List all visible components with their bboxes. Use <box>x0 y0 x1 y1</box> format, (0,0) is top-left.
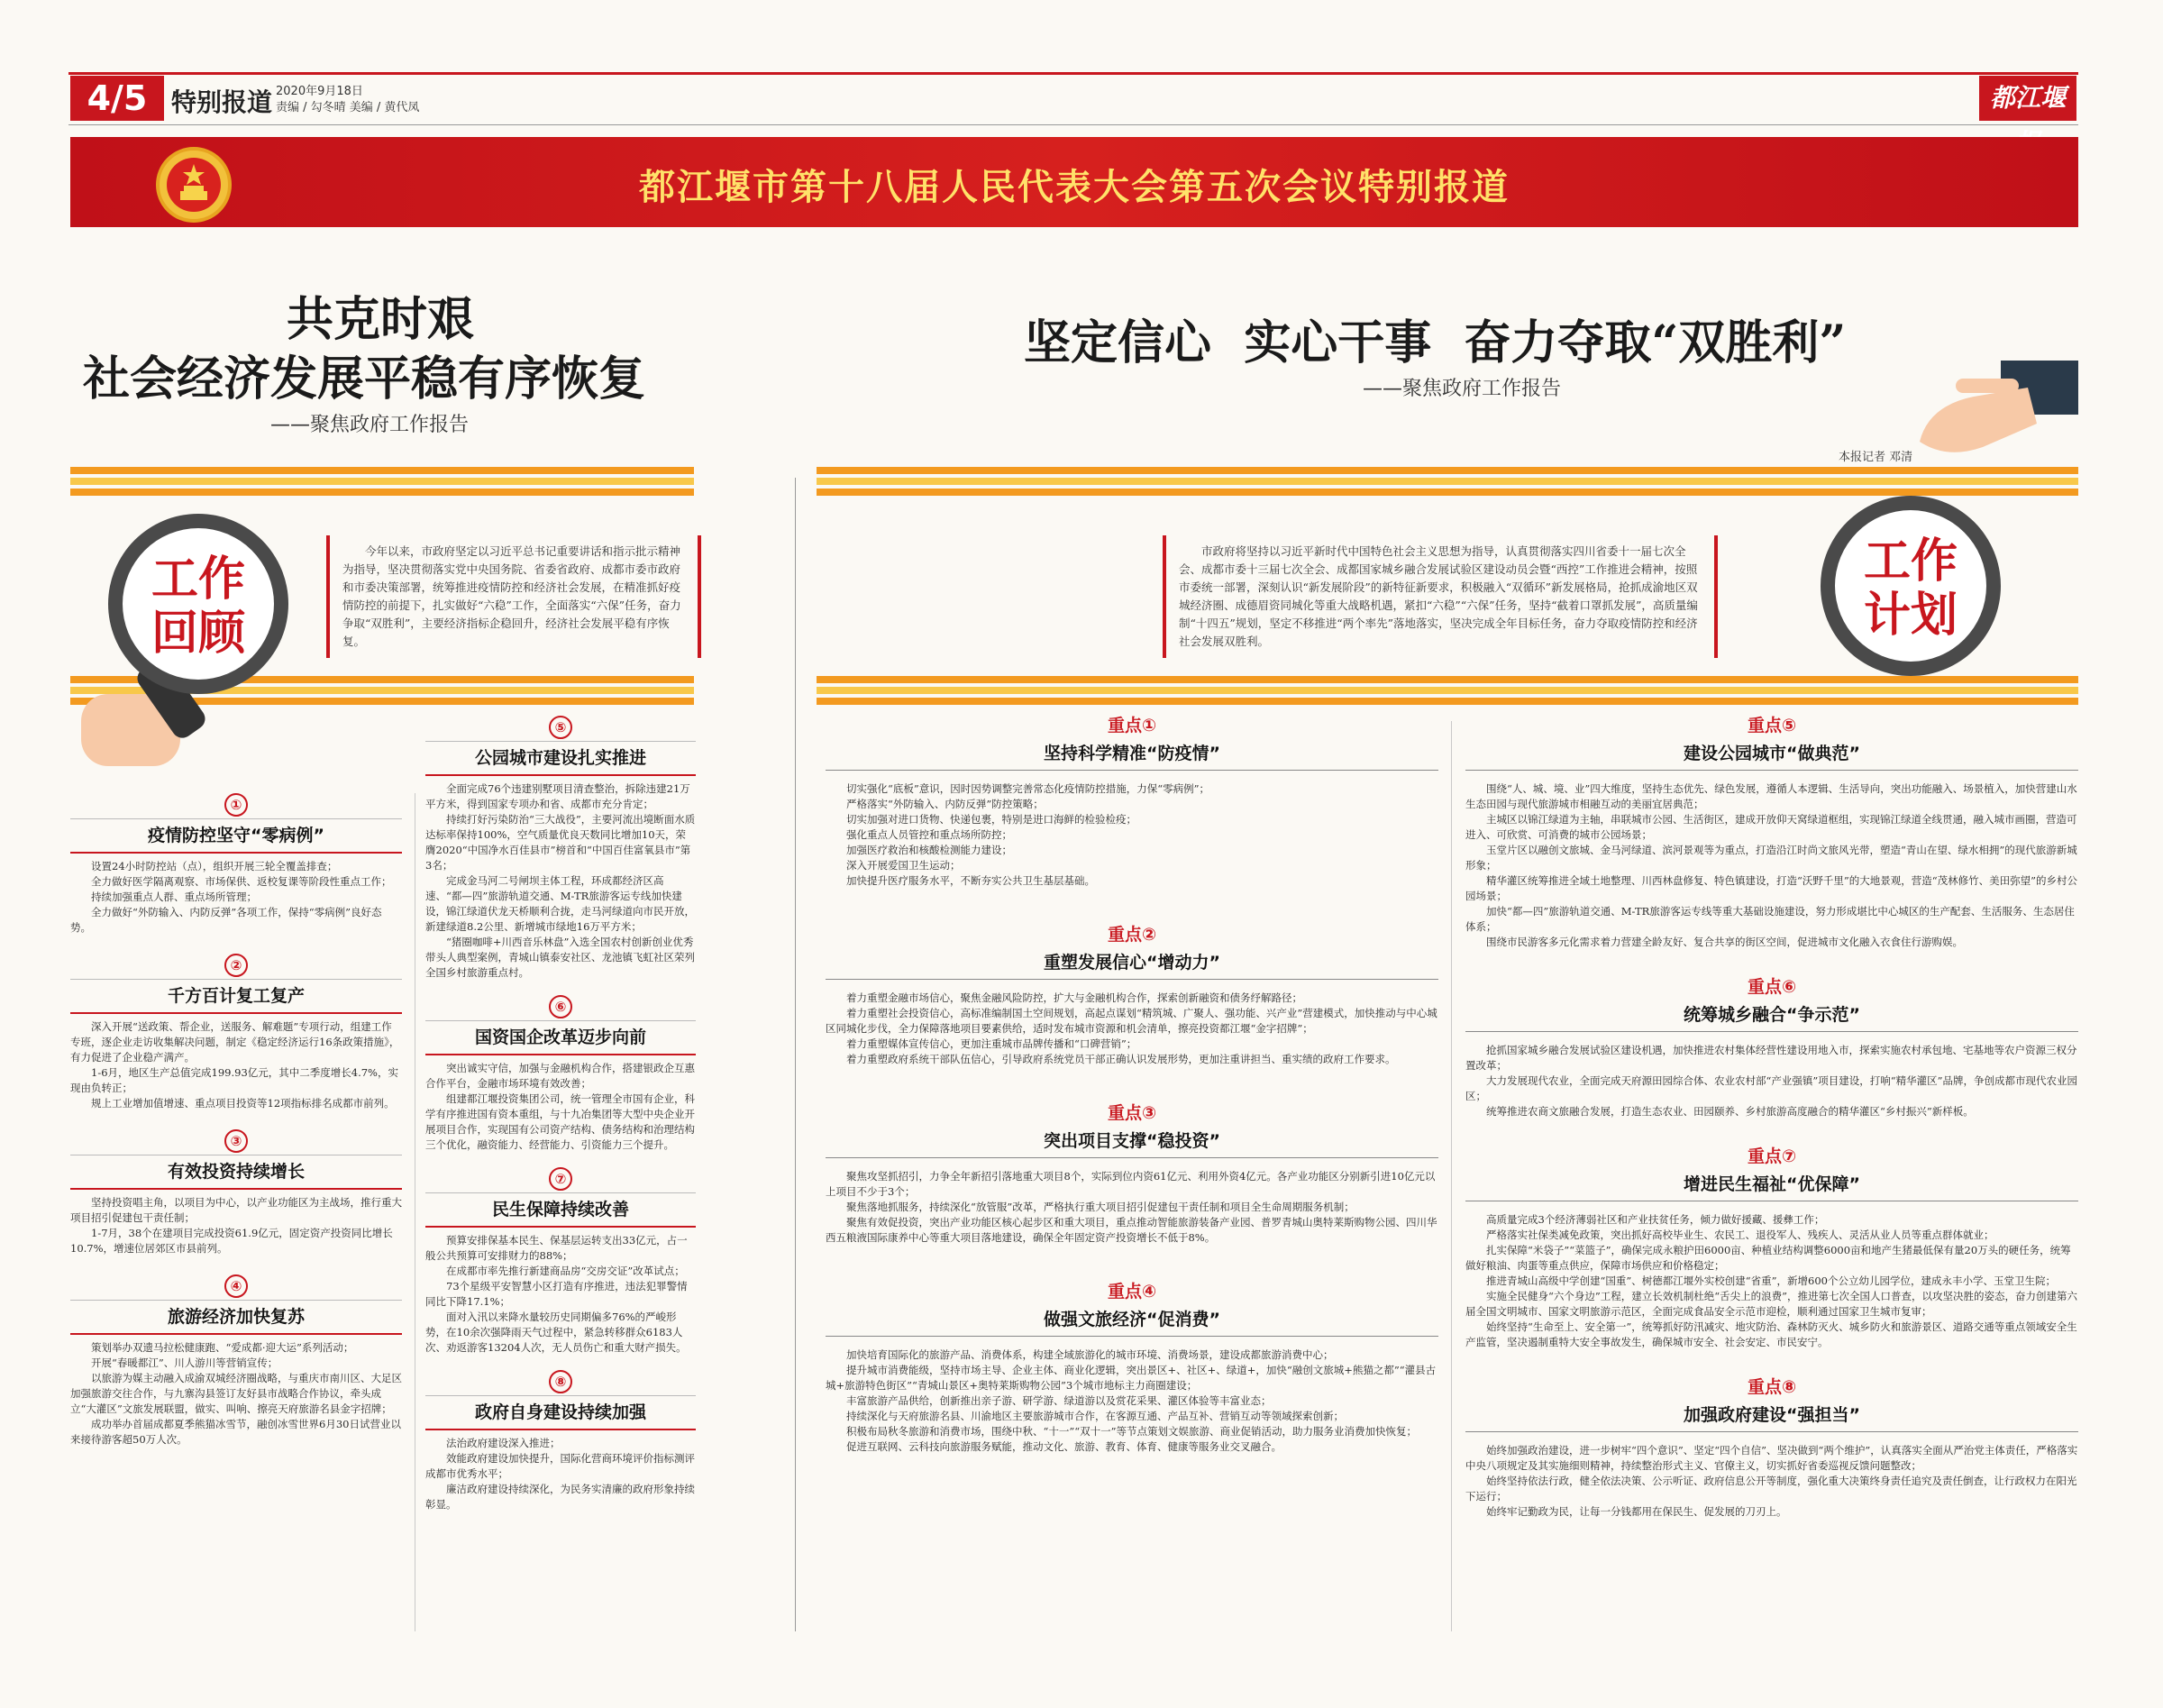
section-paragraph: 全力做好“外防输入、内防反弹”各项工作，保持“零病例”良好态势。 <box>70 906 382 934</box>
badge-left-line2: 回顾 <box>151 607 246 661</box>
section-paragraph: 强化重点人员管控和重点场所防控； <box>846 828 1012 841</box>
review-section-3 <box>70 1129 402 1256</box>
section-number: ⑤ <box>549 716 572 739</box>
right-intro-box <box>1163 535 1718 658</box>
section-paragraph: 着力重塑金融市场信心，聚焦金融风险防控，扩大与金融机构合作，探索创新融资和债务纾解路径； <box>846 991 1302 1004</box>
column-divider <box>1451 721 1452 1631</box>
key-point-title: 加强政府建设“强担当” <box>1465 1402 2078 1432</box>
section-title: 千方百计复工复产 <box>70 982 402 1014</box>
plan-section-6 <box>1465 973 2078 1119</box>
plan-section-8 <box>1465 1374 2078 1520</box>
key-point-tag: 重点④ <box>1107 1282 1157 1302</box>
section-paragraph: 坚持投资唱主角，以项目为中心，以产业功能区为主战场，推行重大项目招引促建包干责任制； <box>70 1196 402 1224</box>
section-paragraph: 持续打好污染防治“三大战役”，主要河流出境断面水质达标率保持100%，空气质量优良天数同比增加10天，荣膺2020“中国净水百佳县市”榜首和“中国百佳富氧县市”第3名； <box>425 813 696 872</box>
right-headline: 坚定信心 实心干事 奋力夺取“双胜利” <box>1024 315 1847 370</box>
left-intro-box <box>326 535 701 658</box>
masthead-bottom-rule <box>68 124 2078 125</box>
plan-section-5 <box>1465 712 2078 950</box>
section-paragraph: 深入开展“送政策、帮企业，送服务、解难题”专项行动，组建工作专班，逐企业走访收集解决问题，制定《稳定经济运行16条政策措施》，有力促进了企业稳产满产。 <box>70 1020 400 1064</box>
section-paragraph: 着力重塑政府系统干部队伍信心，引导政府系统党员干部正确认识发展形势，更加注重讲担当、重实绩的政府工作要求。 <box>846 1053 1396 1065</box>
section-paragraph: 着力重塑媒体宣传信心，更加注重城市品牌传播和“口碑营销”； <box>846 1037 1137 1050</box>
special-report-banner <box>70 137 2078 227</box>
section-paragraph: 围绕“人、城、境、业”四大维度，坚持生态优先、绿色发展，遵循人本逻辑、生活导向，突出功能融入、场景植入，加快营建山水生态田园与现代旅游城市相融互动的美丽宜居典范； <box>1465 782 2077 810</box>
right-column-b <box>1465 712 2078 1520</box>
review-section-6 <box>425 995 696 1153</box>
plan-section-3 <box>826 1100 1438 1246</box>
section-paragraph: 切实强化“底板”意识，因时因势调整完善常态化疫情防控措施，力保“零病例”； <box>846 782 1210 795</box>
section-paragraph: 成功举办首届成都夏季熊猫冰雪节，融创冰雪世界6月30日试营业以来接待游客超50万人次。 <box>70 1418 401 1446</box>
section-paragraph: 深入开展爱国卫生运动； <box>846 859 961 872</box>
review-section-2 <box>70 954 402 1111</box>
left-decor-stripe-top <box>70 467 694 499</box>
section-number: ③ <box>224 1129 248 1153</box>
masthead-top-rule <box>68 72 2078 75</box>
section-paragraph: “猪圈咖啡+川西音乐林盘”入选全国农村创新创业优秀带头人典型案例，青城山镇泰安社区、龙池镇飞虹社区荣列全国乡村旅游重点村。 <box>425 936 695 979</box>
work-review-badge <box>81 505 306 766</box>
section-paragraph: 提升城市消费能级，坚持市场主导、企业主体、商业化逻辑，突出景区+、社区+、绿道+，加快“融创文旅城+熊猫之都”“灌县古城+旅游特色街区”“青城山景区+奥特莱斯购物公园”3个城市地标主力商圈建设； <box>826 1364 1437 1392</box>
section-paragraph: 全力做好医学隔离观察、市场保供、返校复课等阶段性重点工作； <box>91 875 392 888</box>
section-paragraph: 全面完成76个违建别墅项目清查整治，拆除违建21万平方米，得到国家专项办和省、成都市充分肯定； <box>425 782 690 810</box>
section-paragraph: 1-7月，38个在建项目完成投资61.9亿元，固定资产投资同比增长10.7%，增速位居郊区市县前列。 <box>70 1227 393 1255</box>
section-paragraph: 面对入汛以来降水量较历史同期偏多76%的严峻形势，在10余次强降雨天气过程中，紧急转移群众6183人次、劝返游客13204人次，无人员伤亡和重大财产损失。 <box>425 1311 687 1354</box>
work-plan-badge <box>1812 487 2037 721</box>
section-title: 有效投资持续增长 <box>70 1158 402 1190</box>
section-paragraph: 始终坚持依法行政，健全依法决策、公示听证、政府信息公开等制度，强化重大决策终身责任追究及责任倒查，让行政权力在阳光下运行； <box>1465 1475 2077 1502</box>
key-point-tag: 重点① <box>1107 716 1157 735</box>
key-point-tag: 重点③ <box>1107 1103 1157 1123</box>
national-emblem-icon <box>153 144 234 225</box>
section-paragraph: 主城区以锦江绿道为主轴，串联城市公园、生活街区，建成开放仰天窝绿道框组，实现锦江绿道全线贯通，融入城市画圈，营造可进入、可欣赏、可消费的城市公园场景； <box>1465 813 2077 841</box>
issue-date: 2020年9月18日 <box>276 85 363 98</box>
section-paragraph: 加快提升医疗服务水平，不断夯实公共卫生基层基础。 <box>846 874 1095 887</box>
section-paragraph: 始终加强政治建设，进一步树牢“四个意识”、坚定“四个自信”、坚决做到“两个维护”，认真落实全面从严治党主体责任，严格落实中央八项规定及其实施细则精神，持续整治形式主义、官僚主义，切实抓好省委巡视反馈问题整改； <box>1465 1444 2078 1472</box>
section-paragraph: 聚焦有效促投资，突出产业功能区核心起步区和重大项目，重点推动智能旅游装备产业园、普罗青城山奥特莱斯购物公园、四川华西五粮液国际康养中心等重大项目落地建设，确保全年固定资产投资增长不低于8%。 <box>826 1216 1437 1244</box>
review-section-7 <box>425 1167 696 1356</box>
section-paragraph: 始终坚持“生命至上、安全第一”，统筹抓好防汛减灾、地灾防治、森林防灭火、城乡防火和旅游景区、道路交通等重点领域安全生产监管，坚决遏制重特大安全事故发生，确保城市安全、社会安定、市民安宁。 <box>1465 1320 2077 1348</box>
section-paragraph: 抢抓国家城乡融合发展试验区建设机遇，加快推进农村集体经营性建设用地入市，探索实施农村承包地、宅基地等农户资源三权分置改革； <box>1465 1044 2077 1072</box>
editor-credits: 责编 / 勾冬晴 美编 / 黄代凤 <box>276 101 420 114</box>
section-paragraph: 加快培育国际化的旅游产品、消费体系，构建全域旅游化的城市环境、消费场景，建设成都旅游消费中心； <box>846 1348 1334 1361</box>
section-paragraph: 在成都市率先推行新建商品房“交房交证”改革试点； <box>446 1265 685 1277</box>
section-paragraph: 推进青城山高级中学创建“国重”、树德都江堰外实校创建“省重”，新增600个公立幼儿园学位，建成永丰小学、玉堂卫生院； <box>1486 1274 2056 1287</box>
section-paragraph: 精华灌区统筹推进全域土地整理、川西林盘修复、特色镇建设，打造“沃野千里”的大地景观，营造“茂林修竹、美田弥望”的乡村公园场景； <box>1465 874 2078 902</box>
section-paragraph: 加快“都—四”旅游轨道交通、M-TR旅游客运专线等重大基础设施建设，努力形成堪比中心城区的生产配套、生活服务、生态居住体系； <box>1465 905 2075 933</box>
section-paragraph: 实施全民健身“六个身边”工程，建立长效机制杜绝“舌尖上的浪费”，推进第七次全国人口普查，以攻坚决胜的姿态，奋力创建第六届全国文明城市、国家文明旅游示范区，全面完成食品安全示范市迎检，顺利通过国家卫生城市复审； <box>1465 1290 2078 1318</box>
section-paragraph: 高质量完成3个经济薄弱社区和产业扶贫任务，倾力做好援藏、援彝工作； <box>1486 1213 1825 1226</box>
byline: 本报记者 邓清 <box>1839 451 1913 464</box>
section-paragraph: 丰富旅游产品供给，创新推出亲子游、研学游、绿道游以及赏花采果、灌区体验等丰富业态； <box>846 1394 1272 1407</box>
section-paragraph: 加强医疗救治和核酸检测能力建设； <box>846 844 1012 856</box>
key-point-title: 做强文旅经济“促消费” <box>826 1306 1438 1337</box>
badge-right-line1: 工作 <box>1863 534 1958 589</box>
key-point-title: 突出项目支撑“稳投资” <box>826 1128 1438 1158</box>
section-paragraph: 始终牢记勤政为民，让每一分钱都用在保民生、促发展的刀刃上。 <box>1486 1505 1787 1518</box>
left-column-1 <box>70 793 402 1448</box>
section-name: 特别报道 <box>171 87 273 117</box>
section-title: 公园城市建设扎实推进 <box>425 744 696 776</box>
section-paragraph: 促进互联网、云科技向旅游服务赋能，推动文化、旅游、教育、体育、健康等服务业交叉融合。 <box>846 1440 1282 1453</box>
section-paragraph: 策划举办双遗马拉松健康跑、“爱成都·迎大运”系列活动； <box>91 1341 354 1354</box>
key-point-tag: 重点⑧ <box>1747 1377 1797 1397</box>
section-paragraph: 着力重塑社会投资信心，高标准编制国土空间规划，高起点谋划“精筑城、广聚人、强功能、兴产业”营建模式，加快推动与中心城区同城化步伐，全力保障落地项目要素供给，适时发布城市资源和机会清单，擦亮投资都江堰“金字招牌”； <box>826 1007 1437 1035</box>
right-column-a <box>826 712 1438 1455</box>
right-intro-text: 市政府将坚持以习近平新时代中国特色社会主义思想为指导，认真贯彻落实四川省委十一届七次全会、成都市委十三届七次全会、成都国家城乡融合发展试验区建设动员会暨“西控”工作推进会精神，按照市委统一部署，深刻认识“新发展阶段”的新特征新要求，积极融入“双循环”新发展格局，抢抓成渝地区双城经济圈、成德眉资同城化等重大战略机遇，紧扣“六稳”“六保”任务，坚持“截着口罩抓发展”，高质量编制“十四五”规划，坚定不移推进“两个率先”落地落实，坚决完成全年目标任务，奋力夺取疫情防控和经济社会发展双胜利。 <box>1179 544 1698 648</box>
section-number: ⑦ <box>549 1167 572 1191</box>
key-point-tag: 重点⑦ <box>1747 1146 1797 1166</box>
section-paragraph: 扎实保障“米袋子”“菜篮子”，确保完成永粮护田6000亩、种植业结构调整6000亩和地产生猪最低保有量20万头的硬任务，统筹做好粮油、肉蛋等重点供应，保障市场供应和价格稳定； <box>1465 1244 2071 1272</box>
badge-right-line2: 计划 <box>1863 589 1958 643</box>
section-paragraph: 规上工业增加值增速、重点项目投资等12项指标排名成都市前列。 <box>91 1097 395 1110</box>
section-paragraph: 设置24小时防控站（点），组织开展三轮全覆盖排查； <box>91 860 338 872</box>
review-section-8 <box>425 1370 696 1512</box>
section-paragraph: 聚焦落地抓服务，持续深化“放管服”改革，严格执行重大项目招引促建包干责任制和项目全生命周期服务机制； <box>846 1201 1355 1213</box>
badge-left-line1: 工作 <box>151 553 246 607</box>
section-paragraph: 玉堂片区以融创文旅城、金马河绿道、滨河景观等为重点，打造沿江时尚文旅风光带，塑造“青山在望、绿水相拥”的现代旅游新城形象； <box>1465 844 2077 872</box>
key-point-title: 建设公园城市“做典范” <box>1465 740 2078 771</box>
review-section-1 <box>70 793 402 936</box>
section-paragraph: 法治政府建设深入推进； <box>446 1437 561 1449</box>
section-paragraph: 开展“春暖都江”、川人游川等营销宣传； <box>91 1356 278 1369</box>
banner-title: 都江堰市第十八届人民代表大会第五次会议特别报道 <box>639 167 1510 208</box>
section-number: ④ <box>224 1274 248 1298</box>
key-point-title: 坚持科学精准“防疫情” <box>826 740 1438 771</box>
key-point-tag: 重点⑤ <box>1747 716 1797 735</box>
review-section-5 <box>425 716 696 981</box>
section-title: 民生保障持续改善 <box>425 1196 696 1228</box>
key-point-title: 统筹城乡融合“争示范” <box>1465 1001 2078 1032</box>
section-paragraph: 聚焦攻坚抓招引，力争全年新招引落地重大项目8个，实际到位内资61亿元、利用外资4亿元。各产业功能区分别新引进10亿元以上项目不少于3个； <box>826 1170 1436 1198</box>
key-point-tag: 重点② <box>1107 925 1157 945</box>
section-number: ② <box>224 954 248 977</box>
section-paragraph: 组建都江堰投资集团公司，统一管理全市国有企业，科学有序推进国有资本重组，与十九冶集团等大型中央企业开展项目合作，实现国有公司资产结构、债务结构和治理结构三个优化，融资能力、经营能力、引资能力三个提升。 <box>425 1092 695 1151</box>
right-subhead: ——聚焦政府工作报告 <box>1363 378 1562 400</box>
section-title: 旅游经济加快复苏 <box>70 1303 402 1335</box>
plan-section-7 <box>1465 1143 2078 1350</box>
section-title: 政府自身建设持续加强 <box>425 1399 696 1430</box>
section-paragraph: 廉洁政府建设持续深化，为民务实清廉的政府形象持续彰显。 <box>425 1483 695 1511</box>
section-paragraph: 大力发展现代农业，全面完成天府源田园综合体、农业农村部“产业强镇”项目建设，打响“精华灌区”品牌，争创成都市现代农业园区； <box>1465 1074 2078 1102</box>
section-paragraph: 1-6月，地区生产总值完成199.93亿元，其中二季度增长4.7%，实现由负转正； <box>70 1066 398 1094</box>
section-title: 国资国企改革迈步向前 <box>425 1024 696 1055</box>
section-paragraph: 完成金马河二号闸坝主体工程，环成都经济区高速、“都—四”旅游轨道交通、M-TR旅游客运专线加快建设，锦江绿道伏龙天桥顺利合拢，走马河绿道向市民开放，新建绿道8.2公里、新增城市绿地16万平方米； <box>425 874 695 933</box>
section-paragraph: 切实加强对进口货物、快递包裹，特别是进口海鲜的检验检疫； <box>846 813 1136 826</box>
section-paragraph: 统筹推进农商文旅融合发展，打造生态农业、田园颐养、乡村旅游高度融合的精华灌区“乡村振兴”新样板。 <box>1486 1105 1974 1118</box>
section-paragraph: 效能政府建设加快提升，国际化营商环境评价指标测评成都市优秀水平； <box>425 1452 695 1480</box>
plan-section-1 <box>826 712 1438 889</box>
section-paragraph: 突出诚实守信，加强与金融机构合作，搭建银政企互惠合作平台，金融市场环境有效改善； <box>425 1062 695 1090</box>
page-number: 4/5 <box>70 76 164 121</box>
section-paragraph: 73个星级平安智慧小区打造有序推进，违法犯罪警情同比下降17.1%； <box>425 1280 688 1308</box>
section-title: 疫情防控坚守“零病例” <box>70 822 402 854</box>
plan-section-4 <box>826 1278 1438 1455</box>
left-subhead: ——聚焦政府工作报告 <box>270 414 470 436</box>
left-column-2 <box>425 716 696 1512</box>
section-paragraph: 严格落实“外防输入、内防反弹”防控策略； <box>846 798 1044 810</box>
key-point-title: 增进民生福祉“优保障” <box>1465 1171 2078 1201</box>
left-intro-text: 今年以来，市政府坚定以习近平总书记重要讲话和指示批示精神为指导，坚决贯彻落实党中央国务院、省委省政府、成都市委市政府和市委决策部署，统筹推进疫情防控和经济社会发展，在精准抓好疫情防控的前提下，扎实做好“六稳”工作，全面落实“六保”任务，奋力争取“双胜利”，主要经济指标企稳回升，经济社会发展平稳有序恢复。 <box>342 544 681 648</box>
hand-illustration-icon <box>1902 361 2078 469</box>
section-number: ⑥ <box>549 995 572 1018</box>
section-paragraph: 围绕市民游客多元化需求着力营建全龄友好、复合共享的街区空间，促进城市文化融入衣食住行游购娱。 <box>1486 936 1963 948</box>
key-point-title: 重塑发展信心“增动力” <box>826 949 1438 980</box>
section-number: ① <box>224 793 248 817</box>
column-divider <box>795 478 796 1631</box>
review-section-4 <box>70 1274 402 1448</box>
newspaper-logo: 都江堰 <box>1979 76 2076 121</box>
section-paragraph: 持续深化与天府旅游名县、川渝地区主要旅游城市合作，在客源互通、产品互补、营销互动等领域探索创新； <box>846 1410 1344 1422</box>
left-headline-line1: 共克时艰 <box>287 292 475 347</box>
left-headline-line2: 社会经济发展平稳有序恢复 <box>83 352 646 406</box>
section-paragraph: 预算安排保基本民生、保基层运转支出33亿元，占一般公共预算可安排财力的88%； <box>425 1234 688 1262</box>
section-number: ⑧ <box>549 1370 572 1393</box>
section-paragraph: 积极布局秋冬旅游和消费市场，围绕中秋、“十一”“双十一”等节点策划文娱旅游、商业促销活动，助力服务业消费加快恢复； <box>846 1425 1418 1438</box>
section-paragraph: 以旅游为媒主动融入成渝双城经济圈战略，与重庆市南川区、大足区加强旅游交往合作，与九寨沟县签订友好县市战略合作协议，牵头成立“大灌区”文旅发展联盟，做实、叫响、擦亮天府旅游名县金字招牌； <box>70 1372 402 1415</box>
key-point-tag: 重点⑥ <box>1747 977 1797 997</box>
section-paragraph: 持续加强重点人群、重点场所管理； <box>91 891 257 903</box>
section-paragraph: 严格落实社保类减免政策，突出抓好高校毕业生、农民工、退役军人、残疾人、灵活从业人员等重点群体就业； <box>1486 1228 1994 1241</box>
plan-section-2 <box>826 921 1438 1067</box>
